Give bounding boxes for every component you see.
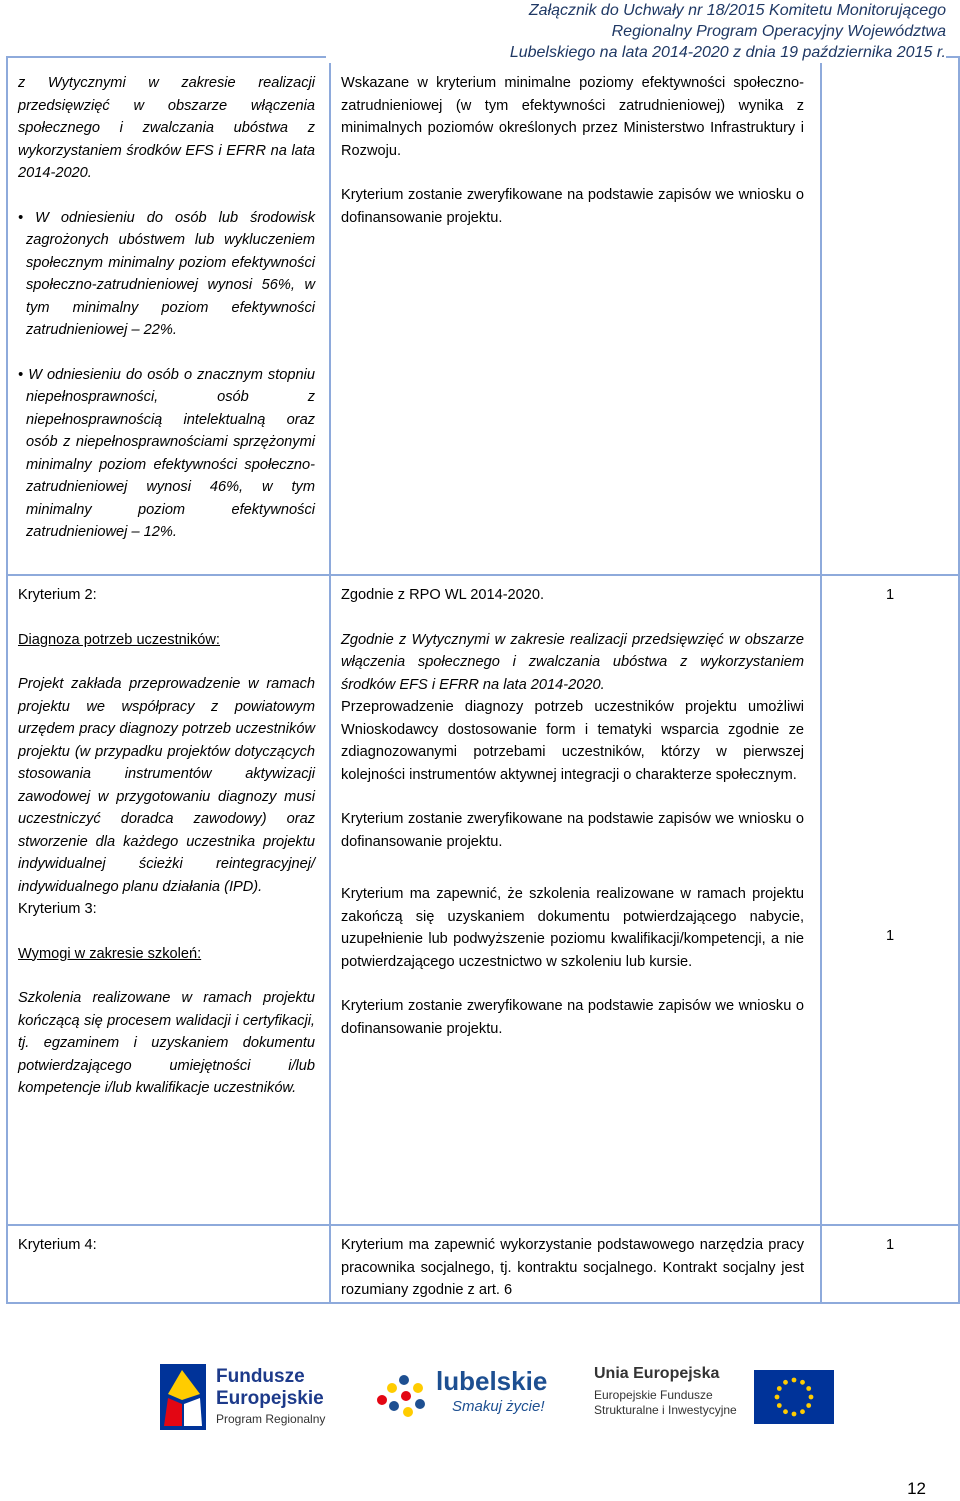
guidelines-text: z Wytycznymi w zakresie realizacji przedsięwzięć w obszarze włączenia społecznego i zwalczania ubóstwa z wykorzystaniem środków EFS i EFRR na lata 2014-2020. <box>18 75 315 181</box>
verification-text: Kryterium zostanie zweryfikowane na podstawie zapisów we wniosku o dofinansowanie projektu. <box>341 811 804 850</box>
criteria-cell <box>7 57 330 575</box>
eu-star-icon <box>806 1386 811 1391</box>
eu-star-icon <box>783 1409 788 1414</box>
eu-flag-icon <box>754 1370 834 1424</box>
logo-text: Unia Europejska <box>594 1365 720 1382</box>
page-number: 12 <box>907 1479 926 1498</box>
eu-star-icon <box>792 1412 797 1417</box>
eu-star-icon <box>800 1380 805 1385</box>
table-row <box>7 575 959 1225</box>
unia-europejska-logo <box>594 1364 844 1430</box>
justification-cell <box>330 1225 821 1303</box>
criterion-body: Szkolenia realizowane w ramach projektu kończącą się procesem walidacji i certyfikacji, tj. egzaminem i uzyskaniem dokumentu potwierdzającego umiejętności i/lub kompetencje i/lub kwalifikacje uczestników. <box>18 990 315 1096</box>
header-line-3: Lubelskiego na lata 2014-2020 z dnia 19 października 2015 r. <box>509 44 946 61</box>
criterion-title: Kryterium 3: <box>18 901 97 917</box>
bullet-text: W odniesieniu do osób o znacznym stopniu niepełnosprawności, osób z niepełnosprawnością intelektualną oraz osób z niepełnosprawnościami sprzężonymi minimalny poziom efektywności społeczno-zatrudnieniowej wynosi 46%, w tym minimalny poziom efektywności zatrudnieniowej – 12%. <box>26 366 315 540</box>
verification-text: Kryterium zostanie zweryfikowane na podstawie zapisów we wniosku o dofinansowanie projektu. <box>341 187 804 226</box>
eu-star-icon <box>792 1378 797 1383</box>
logo-text: Fundusze <box>216 1366 305 1387</box>
score-value: 1 <box>885 927 895 944</box>
criterion-body: Projekt zakłada przeprowadzenie w ramach projektu we współpracy z powiatowym urzędem pracy diagnozy potrzeb uczestników projektu (w przypadku projektów dotyczących stosowania instrumentów aktywizacji zawodowej w przygotowaniu diagnozy musi uczestniczyć doradca zawodowy) oraz stworzenie dla każdego uczestnika projektu indywidualnej ścieżki reintegracyjnej/ indywidualnego planu działania (IPD). <box>18 676 315 895</box>
eu-star-icon <box>777 1403 782 1408</box>
eu-star-icon <box>777 1386 782 1391</box>
verification-text: Kryterium zostanie zweryfikowane na podstawie zapisów we wniosku o dofinansowanie projektu. <box>341 998 804 1037</box>
bullet-item: • W odniesieniu do osób lub środowisk zagrożonych ubóstwem lub wykluczeniem społecznym minimalny poziom efektywności społeczno-zatrudnieniowej wynosi 56%, w tym minimalny poziom efektywności zatrudnieniowej – 22%. <box>18 209 315 338</box>
logo-text: Smakuj życie! <box>452 1398 545 1415</box>
logo-text: Europejskie Fundusze <box>594 1388 713 1402</box>
score-cell <box>821 1225 959 1303</box>
justification-text: Przeprowadzenie diagnozy potrzeb uczestników projektu umożliwi Wnioskodawcy dostosowanie form i tematyki wsparcia zgodnie ze zdiagnozowanymi potrzebami uczestników, którzy w pierwszej kolejności instrumentów aktywnej integracji o charakterze społecznym. <box>341 699 804 783</box>
fundusze-europejskie-logo <box>160 1362 330 1432</box>
criterion-title: Kryterium 4: <box>18 1237 97 1253</box>
logo-text: lubelskie <box>436 1366 548 1396</box>
eu-star-icon <box>800 1409 805 1414</box>
logo-text: Europejskie <box>216 1388 324 1409</box>
header-line-1: Załącznik do Uchwały nr 18/2015 Komitetu Monitorującego <box>528 2 946 19</box>
criterion-title: Kryterium 2: <box>18 587 97 603</box>
lubelskie-logo <box>374 1366 554 1426</box>
table-row <box>7 1225 959 1303</box>
header-line-2: Regionalny Program Operacyjny Województwa <box>611 23 946 40</box>
score-value: 1 <box>885 1237 895 1253</box>
justification-text: Kryterium ma zapewnić, że szkolenia realizowane w ramach projektu zakończą się uzyskaniem dokumentu potwierdzającego nabycie, uzupełnienie lub podwyższenie poziomu kwalifikacji/kompetencji, a nie potwierdzającego uczestnictwo w szkoleniu lub kursie. <box>341 886 804 970</box>
criteria-cell <box>7 1225 330 1303</box>
bullet-item: • W odniesieniu do osób o znacznym stopniu niepełnosprawności, osób z niepełnosprawnością intelektualną oraz osób z niepełnosprawnościami sprzężonymi minimalny poziom efektywności społeczno-zatrudnieniowej wynosi 46%, w tym minimalny poziom efektywności zatrudnieniowej – 12%. <box>18 366 315 540</box>
fe-star-icon <box>160 1364 206 1430</box>
score-cell <box>821 57 959 575</box>
justification-text: Zgodnie z Wytycznymi w zakresie realizacji przedsięwzięć w obszarze włączenia społecznego i zwalczania ubóstwa z wykorzystaniem środków EFS i EFRR na lata 2014-2020. <box>341 631 804 693</box>
justification-text: Zgodnie z RPO WL 2014-2020. <box>341 587 545 603</box>
justification-cell <box>330 57 821 575</box>
eu-star-icon <box>783 1380 788 1385</box>
eu-star-icon <box>809 1395 814 1400</box>
criteria-table <box>6 56 960 1304</box>
criteria-cell <box>7 575 330 1225</box>
justification-cell <box>330 575 821 1225</box>
bullet-text: W odniesieniu do osób lub środowisk zagrożonych ubóstwem lub wykluczeniem społecznym minimalny poziom efektywności społeczno-zatrudnieniowej wynosi 56%, w tym minimalny poziom efektywności zatrudnieniowej – 22%. <box>26 209 315 338</box>
logo-text: Strukturalne i Inwestycyjne <box>594 1403 737 1417</box>
logo-text: Program Regionalny <box>216 1412 326 1426</box>
table-row <box>7 57 959 575</box>
document-header <box>326 0 946 63</box>
score-cell <box>821 575 959 1225</box>
score-value: 1 <box>885 587 895 603</box>
criterion-subtitle: Diagnoza potrzeb uczestników: <box>18 631 220 648</box>
footer-logos <box>0 1356 960 1436</box>
criterion-subtitle: Wymogi w zakresie szkoleń: <box>18 945 202 962</box>
justification-text: Wskazane w kryterium minimalne poziomy efektywności społeczno-zatrudnieniowej (w tym efektywności zatrudnieniowej) wynika z minimalnych poziomów określonych przez Ministerstwo Infrastruktury i Rozwoju. <box>341 75 804 159</box>
lubelskie-emblem-icon <box>374 1370 430 1422</box>
justification-text: Kryterium ma zapewnić wykorzystanie podstawowego narzędzia pracy pracownika socjalnego, tj. kontraktu socjalnego. Kontrakt socjalny jest rozumiany zgodnie z art. 6 <box>341 1237 804 1298</box>
eu-star-icon <box>775 1395 780 1400</box>
eu-star-icon <box>806 1403 811 1408</box>
